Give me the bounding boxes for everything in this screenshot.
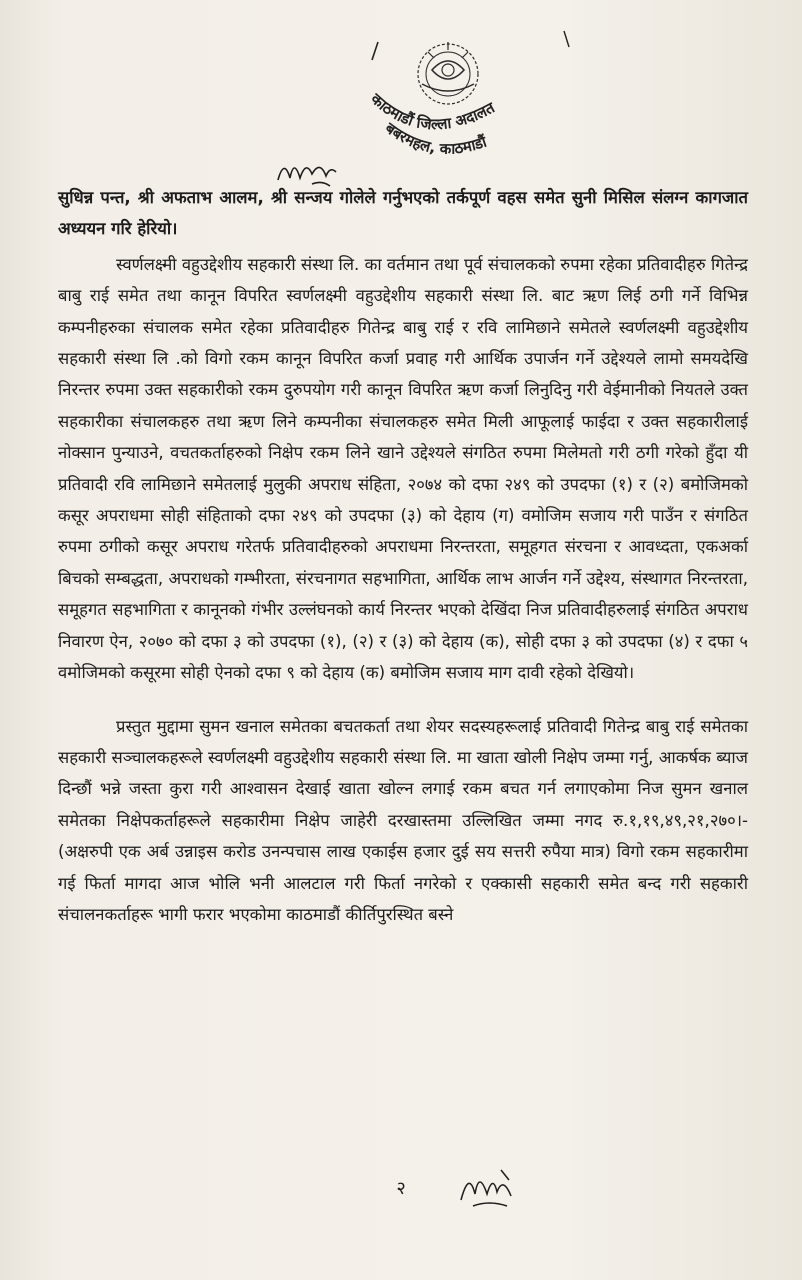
seal-text-line-1: काठमाडौं जिल्ला अदालत bbox=[367, 89, 498, 134]
pen-stroke-mark bbox=[560, 28, 574, 50]
intro-paragraph: सुधिन्न पन्त, श्री अफताभ आलम, श्री सन्जय गोलेले गर्नुभएको तर्कपूर्ण वहस समेत सुनी मिसिल संलग्न कागजात अध्ययन गरि हेरियो। bbox=[58, 188, 748, 239]
court-seal bbox=[362, 22, 540, 182]
signature-icon bbox=[455, 1162, 525, 1210]
page-number: २ bbox=[396, 1178, 406, 1199]
seal-text-line-2: बबरमहल, काठमाडौं bbox=[381, 118, 489, 158]
paragraph-case-facts: प्रस्तुत मुद्दामा सुमन खनाल समेतका बचतकर्ता तथा शेयर सदस्यहरूलाई प्रतिवादी गितेन्द्र बाबु राई समेतका सहकारी सञ्चालकहरूले स्वर्णलक्ष्मी वहुउद्देशीय सहकारी संस्था लि. मा खाता खोली निक्षेप जम्मा गर्नु, आकर्षक ब्याज दिन्छौं भन्ने जस्ता कुरा गरी आश्वासन देखाई खाता खोल्न लगाई रकम बचत गर्न लगाएकोमा निज सुमन खनाल समेतका निक्षेपकर्ताहरूले सहकारीमा निक्षेप जाहेरी दरखास्तमा उल्लिखित जम्मा नगद रु.१,१९,४९,२१,२७०।- (अक्षरुपी एक अर्ब उन्नाइस करोड उनन्पचास लाख एकाईस हजार दुई सय सत्तरी रुपैया मात्र) विगो रकम सहकारीमा गई फिर्ता मागदा आज भोलि भनी आलटाल गरी फिर्ता नगरेको र एक्कासी सहकारी समेत बन्द गरी सहकारी संचालनकर्ताहरू भागी फरार भएकोमा काठमाडौं कीर्तिपुरस्थित बस्ने bbox=[58, 716, 748, 924]
paragraph-charges: स्वर्णलक्ष्मी वहुउद्देशीय सहकारी संस्था लि. का वर्तमान तथा पूर्व संचालकको रुपमा रहेका प्रतिवादीहरु गितेन्द्र बाबु राई समेत तथा कानून विपरित स्वर्णलक्ष्मी वहुउद्देशीय सहकारी संस्था लि. बाट ऋण लिई ठगी गर्ने विभिन्न कम्पनीहरुका संचालक समेत रहेका प्रतिवादीहरु गितेन्द्र बाबु राई र रवि लामिछाने समेतले स्वर्णलक्ष्मी वहुउद्देशीय सहकारी संस्था लि .को विगो रकम कानून विपरित कर्जा प्रवाह गरी आर्थिक उपार्जन गर्ने उद्देश्यले लामो समयदेखि निरन्तर रुपमा उक्त सहकारीको रकम दुरुपयोग गरी कानून विपरित ऋण कर्जा लिनुदिनु गरी वेईमानीको नियतले उक्त सहकारीका संचालकहरु तथा ऋण लिने कम्पनीका संचालकहरु समेत मिली आफूलाई फाईदा र उक्त सहकारीलाई नोक्सान पुन्याउने, वचतकर्ताहरुको निक्षेप रकम लिने खाने उद्देश्यले संगठित रुपमा मिलेमतो गरी ठगी गरेको हुँदा यी प्रतिवादी रवि लामिछाने समेतलाई मुलुकी अपराध संहिता, २०७४ को दफा २४९ को उपदफा (१) र (२) बमोजिमको कसूर अपराधमा सोही संहिताको दफा २४९ को उपदफा (३) को देहाय (ग) वमोजिम सजाय गरी पाउँन र संगठित रुपमा ठगीको कसूर अपराध गरेतर्फ प्रतिवादीहरुको अपराधमा निरन्तरता, समूहगत संरचना र आवध्दता, एकअर्का बिचको सम्बद्धता, अपराधको गम्भीरता, संरचनागत सहभागिता, आर्थिक लाभ आर्जन गर्ने उद्देश्य, संस्थागत निरन्तरता, समूहगत सहभागिता र कानूनको गंभीर उल्लंघनको कार्य निरन्तर भएको देखिंदा निज प्रतिवादीहरुलाई संगठित अपराध निवारण ऐन, २०७० को दफा ३ को उपदफा (१), (२) र (३) को देहाय (क), सोही दफा ३ को उपदफा (४) र दफा ५ वमोजिमको कसूरमा सोही ऐनको दफा ९ को देहाय (क) बमोजिम सजाय माग दावी रहेको देखियो। bbox=[58, 254, 748, 683]
svg-text:काठमाडौं जिल्ला अदालत bbox=[366, 89, 498, 133]
pen-stroke-mark bbox=[368, 40, 382, 62]
document-body bbox=[58, 182, 748, 930]
